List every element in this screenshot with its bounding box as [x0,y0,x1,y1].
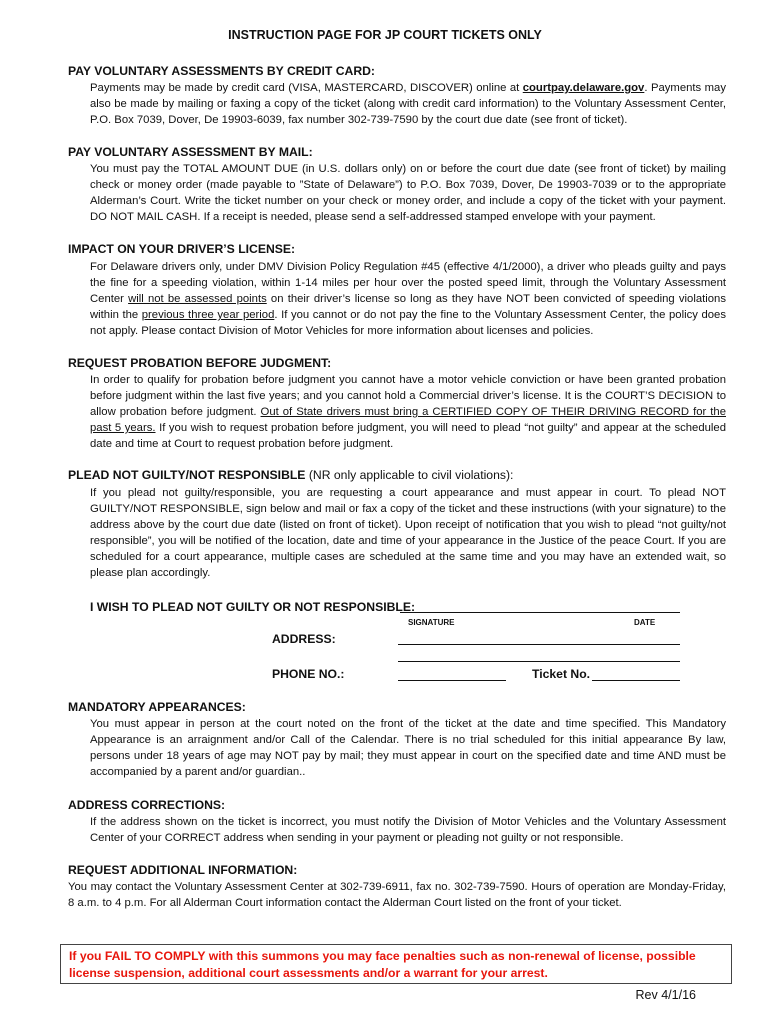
additional-info-text: You may contact the Voluntary Assessment Center at 302-739-6911, fax no. 302-739-7590. Hours of operation are Monday-Friday, 8 a.m. to 4 p.m. For all Alderman Court information contact the Alderman Court listed on the front of your ticket. [68,881,726,909]
address-corrections-text: If the address shown on the ticket is incorrect, you must notify the Division of Motor Vehicles and the Voluntary Assessment Center of your CORRECT address when sending in your payment or pleading not guilty or not responsible. [90,816,726,844]
mail-heading: PAY VOLUNTARY ASSESSMENT BY MAIL: [68,145,313,159]
credit-card-text-part2: . Payments may also be made by mailing or faxing a copy of the ticket (along with credit card information) to the Voluntary Assessment Center, P.O. Box 7039, Dover, De 19903-6039, fax number 302-739-7590 by the court due date (see front of ticket). [90,82,726,126]
probation-text-part1: In order to qualify for probation before judgment you cannot have a motor vehicle conviction or have been granted probation before judgment within the last five years; and you cannot hold a Commercial driver’s license. It is the COURT’S DECISION to allow probation before judgment. [90,374,726,418]
phone-label: PHONE NO.: [272,667,345,681]
courtpay-link[interactable]: courtpay.delaware.gov [522,82,645,94]
warning-box: If you FAIL TO COMPLY with this summons you may face penalties such as non-renewal of license, possible license suspension, additional court assessments and/or a warrant for your arrest. [60,944,732,984]
signature-date-line[interactable] [400,612,680,613]
plead-heading-note: (NR only applicable to civil violations): [305,468,514,482]
credit-card-heading: PAY VOLUNTARY ASSESSMENTS BY CREDIT CARD: [68,64,375,78]
license-underline-points: will not be assessed points [128,293,267,305]
credit-card-text [90,80,726,128]
probation-heading: REQUEST PROBATION BEFORE JUDGMENT: [68,356,332,370]
ticket-number-label: Ticket No. [532,667,591,681]
license-text-part3: . If you cannot or do not pay the fine to the Voluntary Assessment Center, the policy does not apply. Please contact Division of Motor Vehicles for more information about licenses and policies. [90,309,726,337]
additional-info-heading: REQUEST ADDITIONAL INFORMATION: [68,863,298,877]
page-title: INSTRUCTION PAGE FOR JP COURT TICKETS ONLY [228,28,542,42]
plead-heading-main: PLEAD NOT GUILTY/NOT RESPONSIBLE [68,468,306,482]
ticket-number-line[interactable] [592,680,680,681]
address-label: ADDRESS: [272,632,336,646]
address-line-2[interactable] [398,661,680,662]
plead-heading [68,468,513,482]
license-text-part2: on their driver’s license so long as they have NOT been convicted of speeding violations within the [90,293,726,321]
mandatory-text: You must appear in person at the court noted on the front of the ticket at the date and time specified. This Mandatory Appearance is an arraignment and/or Call of the Calendar. There is no trial scheduled for this initial appearance By law, persons under 18 years of age may NOT pay by mail; they must appear in court on the specified date and time AND must be accompanied by a parent and/or guardian.. [90,718,726,778]
credit-card-text-part1: Payments may be made by credit card (VISA, MASTERCARD, DISCOVER) online at [90,82,523,94]
plead-text: If you plead not guilty/responsible, you are requesting a court appearance and must appear in court. To plead NOT GUILTY/NOT RESPONSIBLE, sign below and mail or fax a copy of the ticket and these instructions (with your signature) to the address above by the court due date (listed on front of ticket). Upon receipt of notification that you wish to plead “not guilty/not responsible”, you will be notified of the location, date and time of your appearance in the Justice of the peace Court. If you are scheduled for a court appearance, multiple cases are scheduled at the same time and you may have an extended wait, so please plan accordingly. [90,487,726,579]
address-corrections-heading: ADDRESS CORRECTIONS: [68,798,226,812]
plead-statement-label: I WISH TO PLEAD NOT GUILTY OR NOT RESPONSIBLE: [90,600,416,614]
revision-label: Rev 4/1/16 [635,988,696,1002]
license-heading: IMPACT ON YOUR DRIVER’S LICENSE: [68,242,296,256]
probation-text-part2: If you wish to request probation before judgment, you will need to plead “not guilty” and appear at the scheduled date and time at Court to request probation before judgment. [90,422,726,450]
mail-text: You must pay the TOTAL AMOUNT DUE (in U.S. dollars only) on or before the court due date (see front of ticket) by mailing check or money order (made payable to ”State of Delaware”) to P.O. Box 7039, Dover, De 19903-7039 or to the appropriate Alderman’s Court. Write the ticket number on your check or money order, and include a copy of the ticket with your payment. DO NOT MAIL CASH. If a receipt is needed, please send a self-addressed stamped envelope with your payment. [90,163,726,223]
phone-line[interactable] [398,680,506,681]
license-text [90,259,726,339]
probation-underline-record: Out of State drivers must bring a CERTIFIED COPY OF THEIR DRIVING RECORD for the past 5 years. [90,406,726,434]
signature-label: SIGNATURE [408,618,455,627]
address-line-1[interactable] [398,644,680,645]
license-underline-period: previous three year period [141,309,275,321]
license-text-part1: For Delaware drivers only, under DMV Division Policy Regulation #45 (effective 4/1/2000), a driver who pleads guilty and pays the fine for a speeding violation, within 1-14 miles per hour over the posted speed limit, through the Voluntary Assessment Center [90,261,726,305]
probation-text [90,372,726,452]
mandatory-heading: MANDATORY APPEARANCES: [68,700,246,714]
date-label: DATE [634,618,656,627]
